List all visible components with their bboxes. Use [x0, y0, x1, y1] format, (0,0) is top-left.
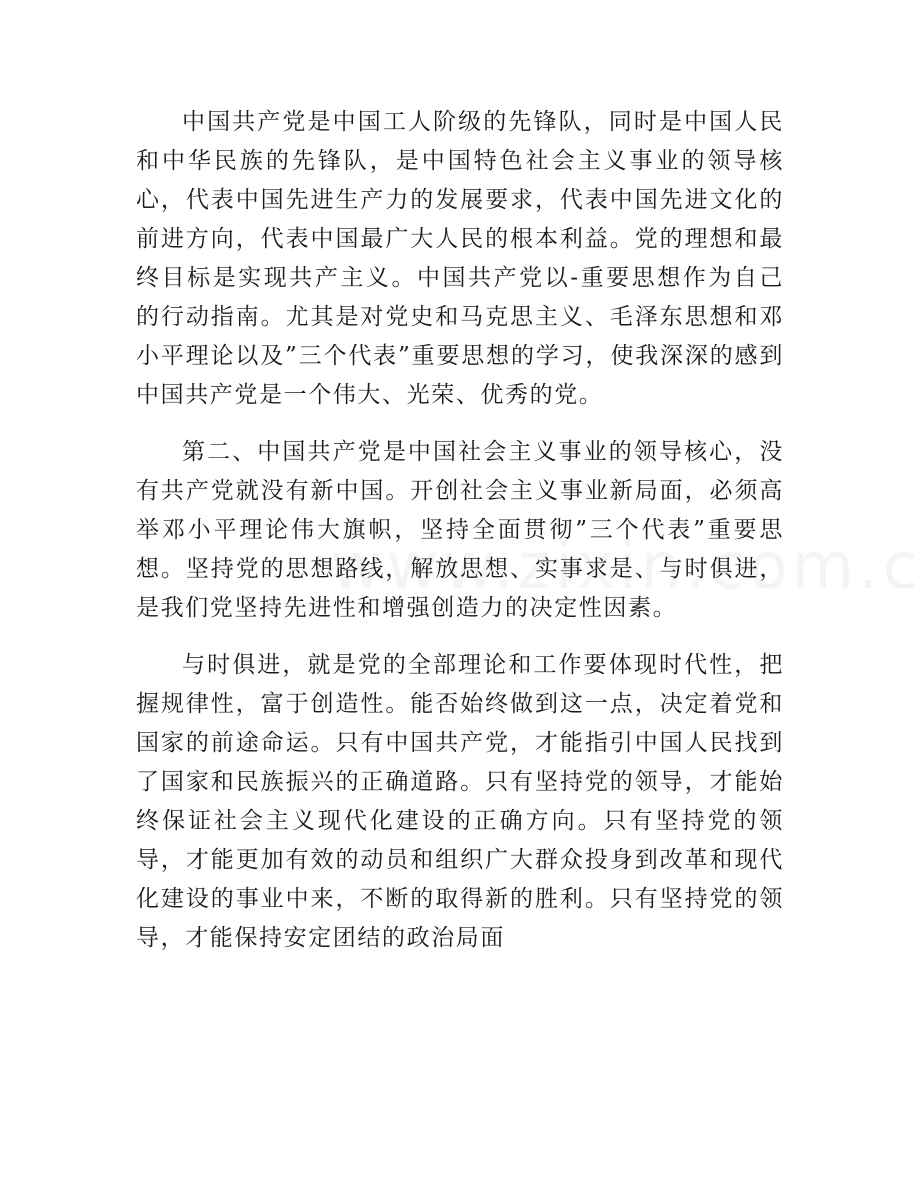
paragraph-2: 第二、中国共产党是中国社会主义事业的领导核心，没有共产党就没有新中国。开创社会主义事业新局面，必须高举邓小平理论伟大旗帜，坚持全面贯彻”三个代表”重要思想。坚持党的思想路线，解放思想、实事求是、与时俱进，是我们党坚持先进性和增强创造力的决定性因素。 [136, 439, 784, 621]
paragraph-1: 中国共产党是中国工人阶级的先锋队，同时是中国人民和中华民族的先锋队，是中国特色社会主义事业的领导核心，代表中国先进生产力的发展要求，代表中国先进文化的前进方向，代表中国最广大人民的根本利益。党的理想和最终目标是实现共产主义。中国共产党以-重要思想作为自己的行动指南。尤其是对党史和马克思主义、毛泽东思想和邓小平理论以及”三个代表”重要思想的学习，使我深深的感到中国共产党是一个伟大、光荣、优秀的党。 [136, 109, 784, 408]
paragraph-3: 与时俱进，就是党的全部理论和工作要体现时代性，把握规律性，富于创造性。能否始终做到这一点，决定着党和国家的前途命运。只有中国共产党，才能指引中国人民找到了国家和民族振兴的正确道路。只有坚持党的领导，才能始终保证社会主义现代化建设的正确方向。只有坚持党的领导，才能更加有效的动员和组织广大群众投身到改革和现代化建设的事业中来，不断的取得新的胜利。只有坚持党的领导，才能保持安定团结的政治局面 [136, 652, 784, 951]
document-body [136, 103, 784, 958]
